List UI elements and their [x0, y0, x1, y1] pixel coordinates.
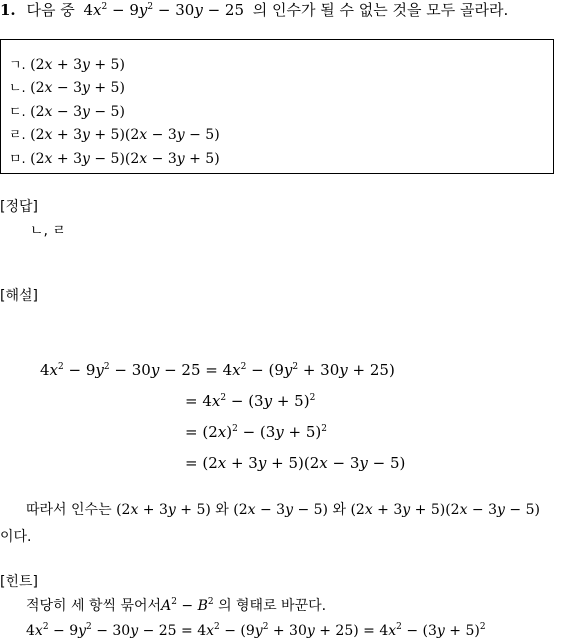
- factor-3: (2x + 3y + 5)(2x − 3y − 5): [350, 502, 540, 518]
- question-text-prefix: 다음 중: [26, 1, 75, 19]
- conclusion-prefix: 따라서 인수는: [26, 502, 112, 518]
- equation-line-2: = $4x^2 - (3y + 5)^2$: [185, 392, 316, 410]
- question-line: [0, 3, 508, 18]
- factor-1: (2x + 3y + 5): [116, 502, 211, 518]
- choice-item: [9, 54, 125, 73]
- equation-line-3: = $(2x)^2 - (3y + 5)^2$: [185, 423, 328, 441]
- explanation-header: [해설]: [0, 288, 38, 304]
- explanation-conclusion: [26, 503, 540, 517]
- answer-header: [정답]: [0, 199, 38, 215]
- choice-label: ㅁ.: [9, 152, 26, 167]
- choice-label: ㄹ.: [9, 128, 26, 143]
- conclusion-and-2: 와: [332, 502, 346, 518]
- conclusion-end: 이다.: [0, 529, 32, 545]
- choice-item: [9, 77, 125, 96]
- hint-equation: $4x^2 - 9y^2 - 30y - 25 = 4x^2 - (9y^2 + 30y + 25) = 4x^2 - (3y + 5)^2$: [26, 622, 486, 639]
- hint-header: [힌트]: [0, 574, 38, 590]
- question-expression: $4x^2 - 9y^2 - 30y - 25$: [83, 1, 244, 19]
- conclusion-and-1: 와: [215, 502, 229, 518]
- question-text-suffix: 의 인수가 될 수 없는 것을 모두 골라라.: [252, 1, 509, 19]
- question-number: 1.: [0, 1, 16, 19]
- choice-expression: (2x + 3y − 5)(2x − 3y + 5): [30, 151, 220, 167]
- choice-label: ㄱ.: [9, 58, 26, 73]
- choice-expression: (2x + 3y + 5): [30, 57, 125, 73]
- hint-prefix: 적당히 세 항씩 묶어서: [26, 598, 162, 614]
- choice-expression: (2x − 3y + 5): [30, 80, 125, 96]
- equation-line-1: $4x^2 - 9y^2 - 30y - 25 = 4x^2 - (9y^2 + 30y + 25)$: [40, 361, 395, 379]
- hint-formula: $A^2 - B^2$: [161, 597, 214, 614]
- answer-value: ㄴ, ㄹ: [30, 223, 66, 239]
- choice-label: ㄷ.: [9, 105, 26, 120]
- choice-expression: (2x + 3y + 5)(2x − 3y − 5): [30, 127, 220, 143]
- choice-item: [9, 124, 220, 143]
- choice-expression: (2x − 3y − 5): [30, 104, 125, 120]
- factor-2: (2x − 3y − 5): [233, 502, 328, 518]
- choice-item: [9, 148, 220, 167]
- equation-line-4: = (2x + 3y + 5)(2x − 3y − 5): [185, 454, 406, 472]
- hint-text: [26, 599, 326, 613]
- choices-box: [0, 39, 554, 174]
- choice-label: ㄴ.: [9, 81, 26, 96]
- choice-item: [9, 101, 125, 120]
- hint-suffix: 의 형태로 바꾼다.: [218, 598, 327, 614]
